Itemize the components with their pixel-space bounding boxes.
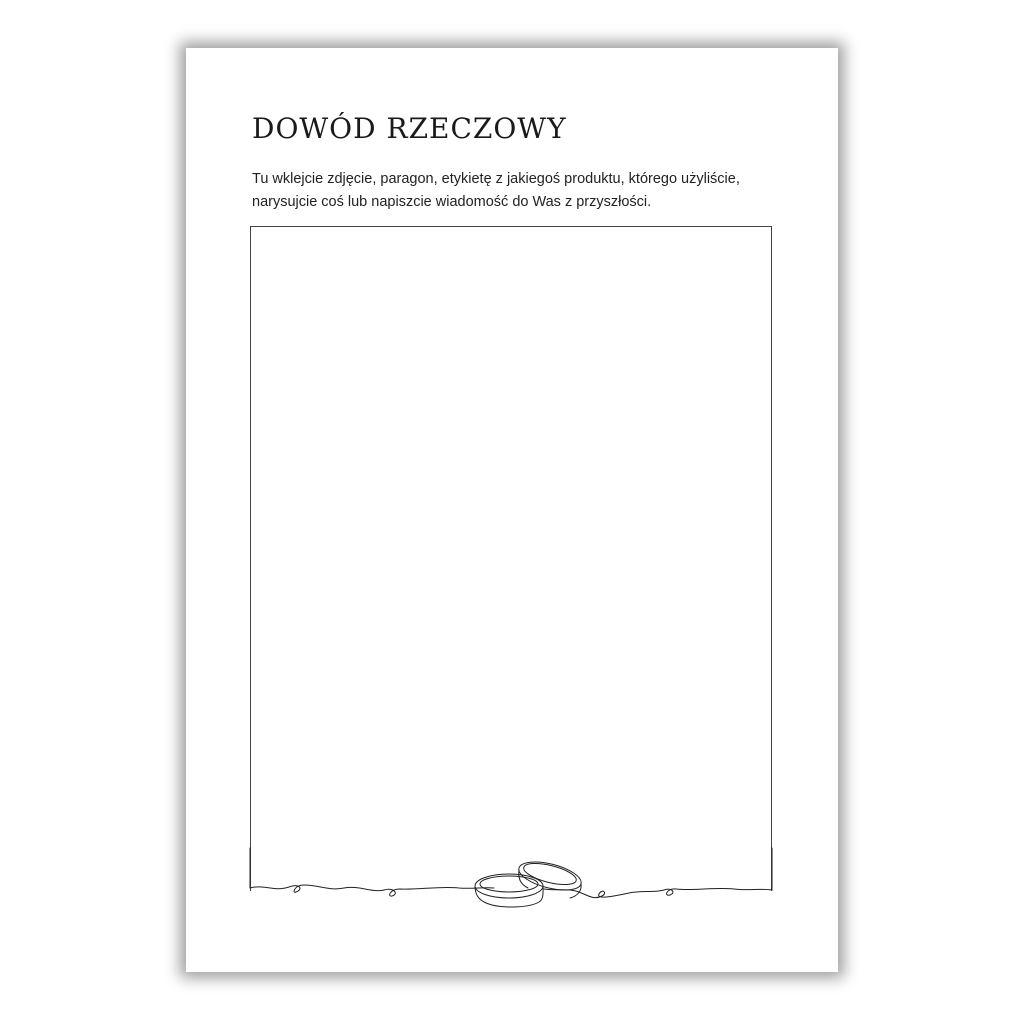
wedding-rings-line-art-icon [244, 848, 778, 918]
evidence-frame [250, 226, 772, 891]
ring-left-inner [480, 876, 538, 892]
printable-page [186, 48, 838, 972]
page-description: Tu wklejcie zdjęcie, paragon, etykietę z jakiegoś produktu, którego użyliście, narysujcie coś lub napiszcie wiadomość do Was z przyszłości. [252, 171, 740, 210]
page-title: DOWÓD RZECZOWY [252, 112, 567, 145]
left-flourish [250, 885, 494, 896]
ring-left-outer [475, 874, 543, 898]
ring-left-band [475, 886, 543, 907]
